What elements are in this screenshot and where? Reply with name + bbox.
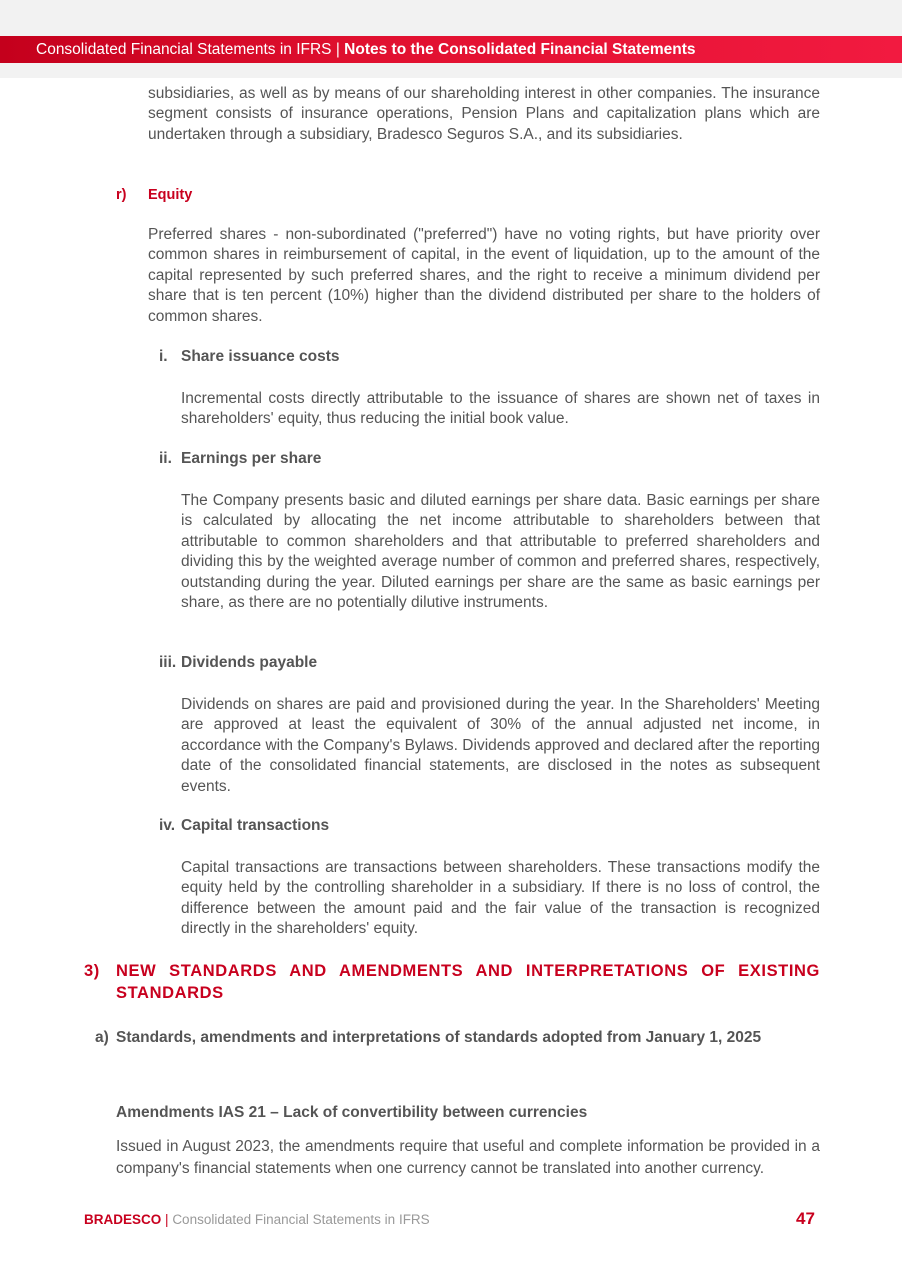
subsection-title: Earnings per share [181, 450, 322, 467]
header-separator: | [335, 41, 340, 58]
subsection-label: iii. [159, 654, 177, 671]
footer-text: Consolidated Financial Statements in IFRS [172, 1212, 430, 1227]
subsection-title: Capital transactions [181, 817, 330, 834]
intro-paragraph: subsidiaries, as well as by means of our shareholding interest in other companies. The insurance segment consists of insurance operations, Pension Plans and capitalization plans which are undertaken through a subsidiary, Bradesco Seguros S.A., and its subsidiaries. [148, 85, 820, 143]
ias21-title: Amendments IAS 21 – Lack of convertibility between currencies [116, 1104, 588, 1121]
ias21-paragraph: Issued in August 2023, the amendments require that useful and complete information be provided in a company's financial statements when one currency cannot be translated into another currency. [116, 1138, 820, 1177]
section-r-title: Equity [148, 187, 193, 203]
footer-brand: BRADESCO [84, 1212, 162, 1227]
subsection-text: The Company presents basic and diluted earnings per share data. Basic earnings per share is calculated by allocating the net income attributable to shareholders between that attributable to common shareholders and that attributable to preferred shareholders and dividing this by the weighted average number of common and preferred shares, respectively, outstanding during the year. Diluted earnings per share are the same as basic earnings per share, as there are no potentially dilutive instruments. [181, 492, 820, 612]
footer [84, 1212, 430, 1227]
header-bar [0, 36, 902, 63]
equity-paragraph: Preferred shares - non-subordinated ("preferred") have no voting rights, but have priority over common shares in reimbursement of capital, in the event of liquidation, up to the amount of the capital represented by such preferred shares, and the right to receive a minimum dividend per share that is ten percent (10%) higher than the dividend distributed per share to the holders of common shares. [148, 226, 820, 325]
subsection-title: Dividends payable [181, 654, 318, 671]
subsection-text: Dividends on shares are paid and provisioned during the year. In the Shareholders' Meeting are approved at least the equivalent of 30% of the annual adjusted net income, in accordance with the Company's Bylaws. Dividends approved and declared after the reporting date of the consolidated financial statements, are disclosed in the notes as subsequent events. [181, 696, 820, 795]
page-number: 47 [796, 1209, 815, 1228]
section-a-title: Standards, amendments and interpretations of standards adopted from January 1, 2025 [116, 1029, 762, 1046]
subsection-title: Share issuance costs [181, 348, 340, 365]
subsection-label: ii. [159, 450, 172, 467]
section-a-label: a) [95, 1029, 109, 1046]
page-content [0, 78, 902, 1185]
subsection-label: iv. [159, 817, 176, 834]
header-strip [0, 63, 902, 78]
section-3-title: NEW STANDARDS AND AMENDMENTS AND INTERPRETATIONS OF EXISTING STANDARDS [116, 962, 820, 1002]
subsection-label: i. [159, 348, 168, 365]
top-margin [0, 0, 902, 36]
subsection-text: Capital transactions are transactions between shareholders. These transactions modify the equity held by the controlling shareholder in a subsidiary. If there is no loss of control, the difference between the amount paid and the fair value of the transaction is recognized directly in the shareholders' equity. [181, 859, 820, 938]
header-section: Consolidated Financial Statements in IFRS [36, 41, 332, 58]
footer-separator: | [165, 1212, 169, 1227]
section-r-label: r) [116, 187, 127, 203]
section-3-label: 3) [84, 962, 100, 980]
header-title: Notes to the Consolidated Financial Statements [344, 41, 696, 58]
subsection-text: Incremental costs directly attributable to the issuance of shares are shown net of taxes in shareholders' equity, thus reducing the initial book value. [181, 390, 820, 428]
